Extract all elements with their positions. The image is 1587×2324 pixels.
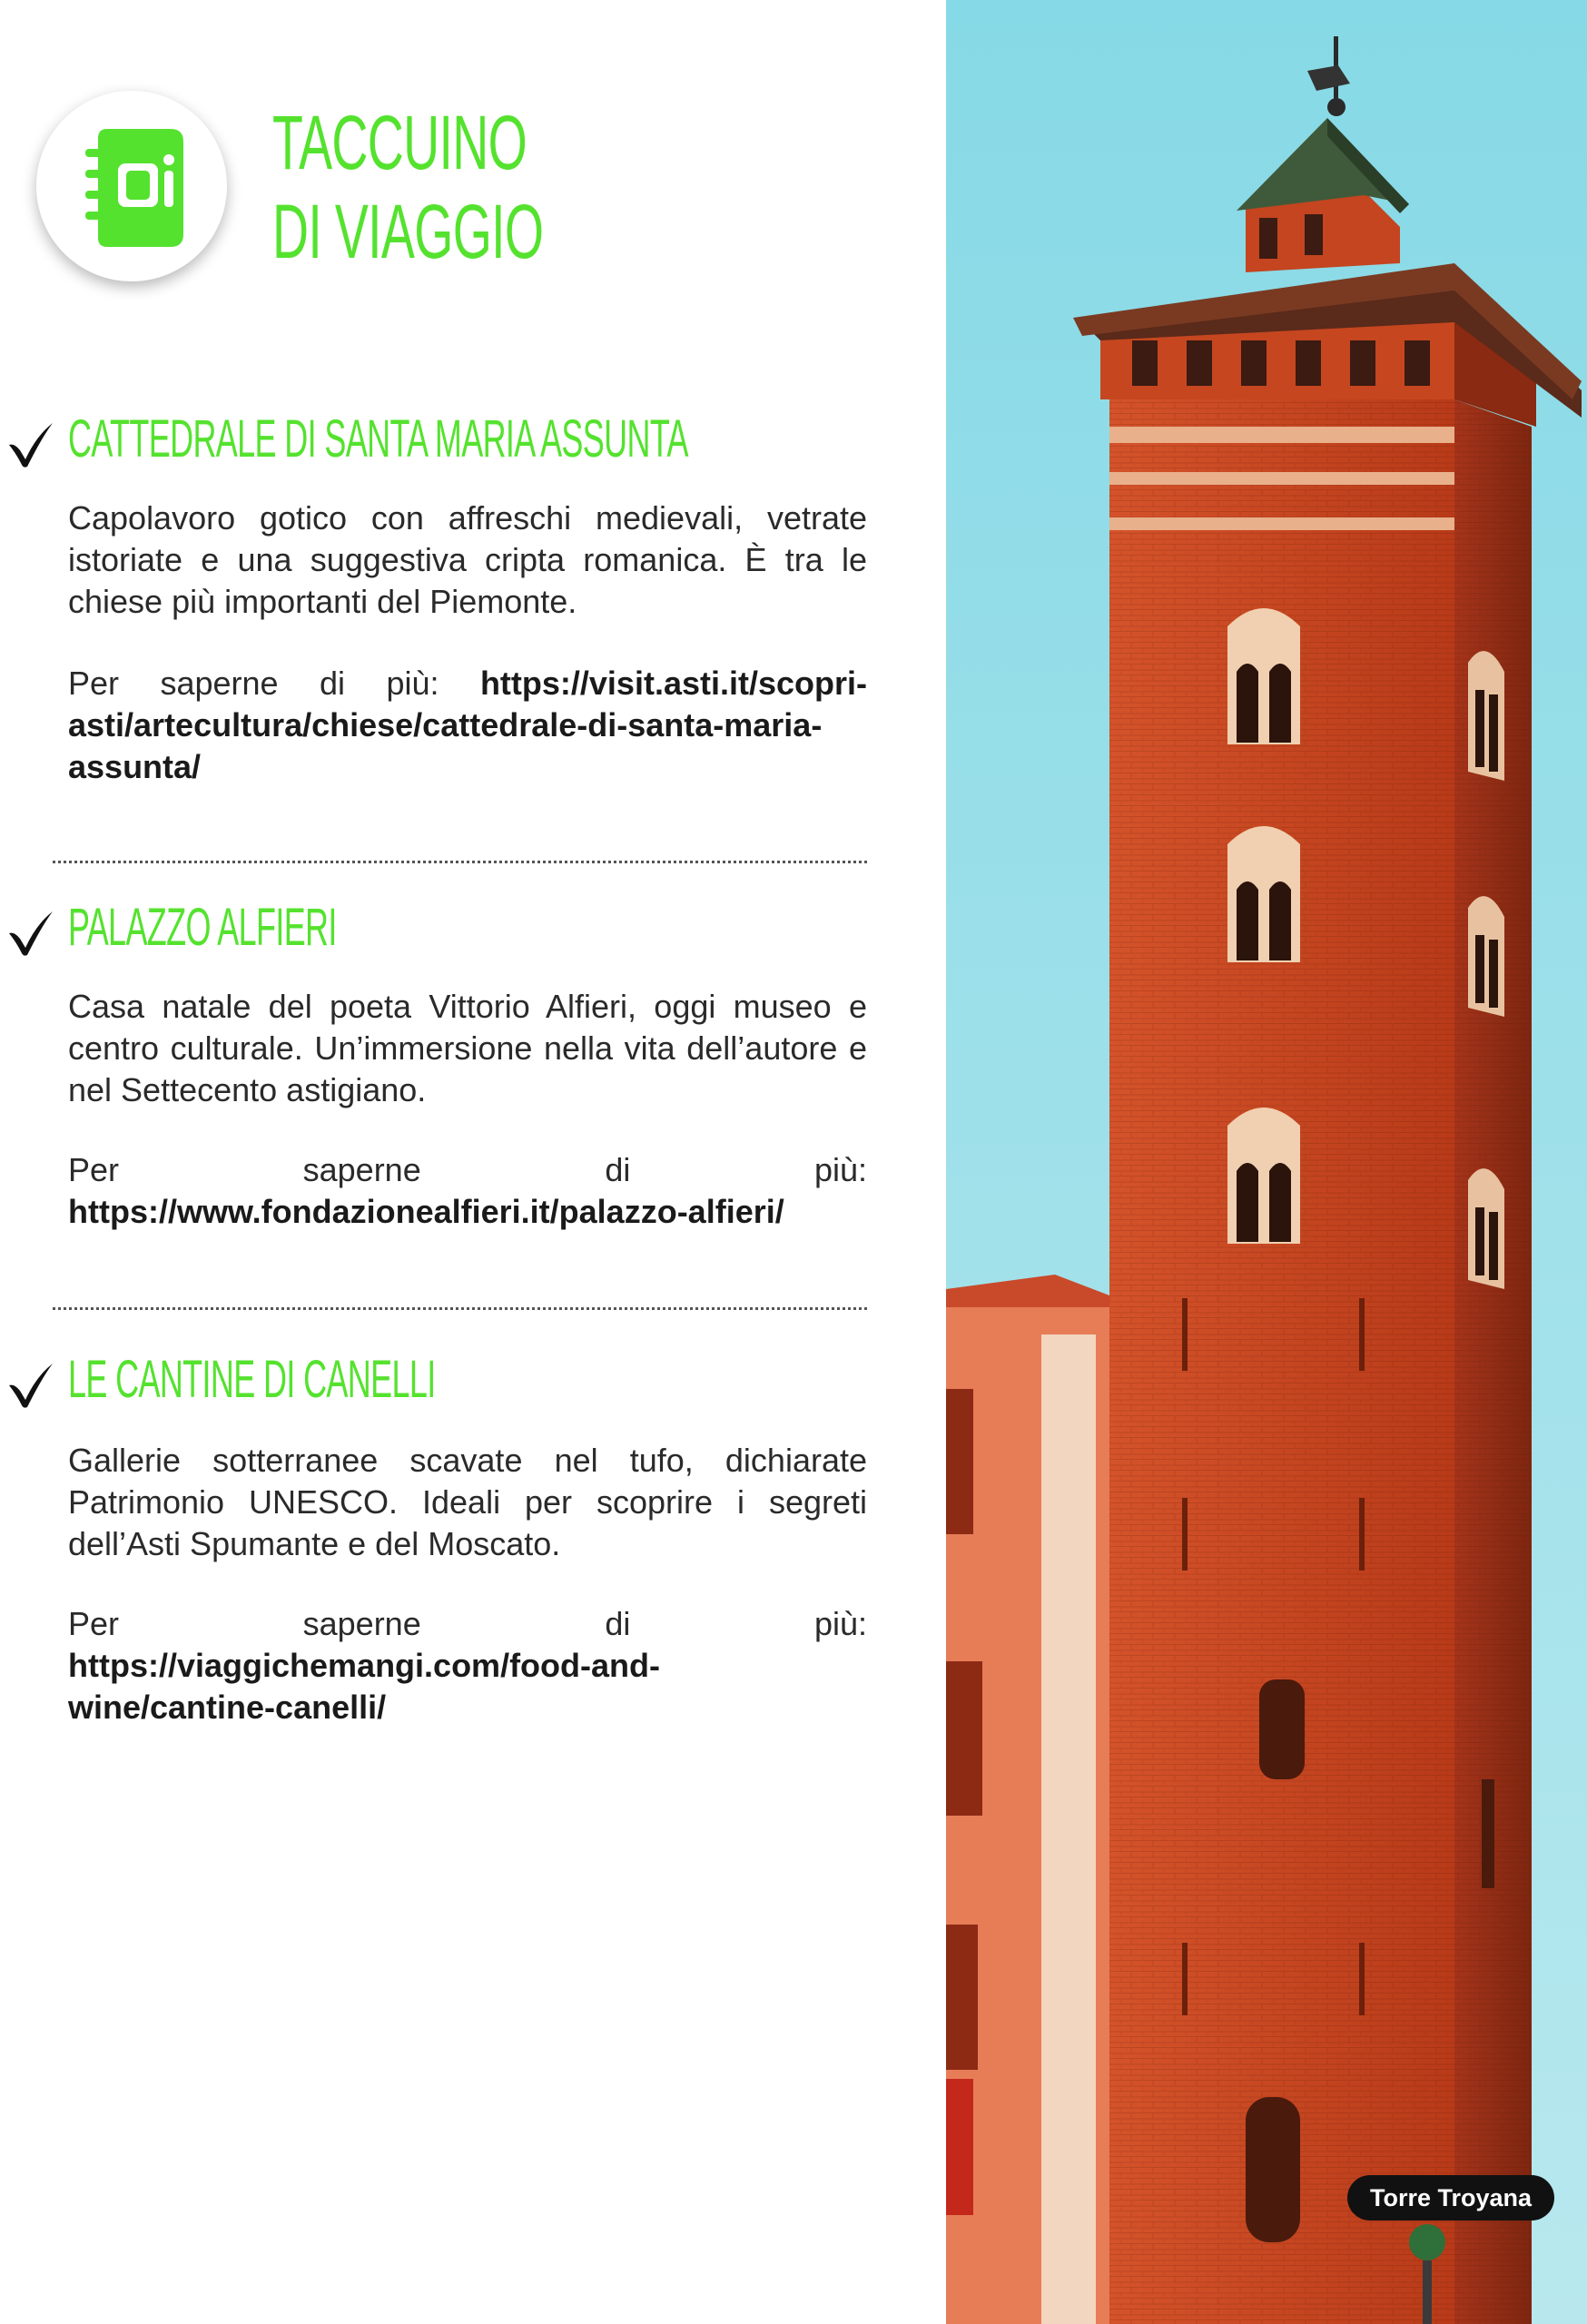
more-label: Per saperne di più:: [68, 665, 439, 702]
section-link[interactable]: https://viaggichemangi.com/food-and-wine/cantine-canelli/: [68, 1647, 661, 1726]
section-link[interactable]: https://www.fondazionealfieri.it/palazzo-alfieri/: [68, 1193, 784, 1230]
section-description: Casa natale del poeta Vittorio Alfieri, oggi museo e centro culturale. Un’immersione nella vita dell’autore e nel Settecento astigiano.: [68, 988, 867, 1108]
section-title: CATTEDRALE DI SANTA MARIA ASSUNTA: [68, 409, 688, 468]
section-more-info: [68, 1603, 867, 1728]
checkmark-icon: [5, 1358, 56, 1409]
section-more-info: [68, 663, 867, 788]
page-title-line1: TACCUINO: [272, 100, 527, 185]
divider: [53, 1307, 867, 1310]
page-title-line2: DI VIAGGIO: [272, 189, 544, 274]
page-title: [272, 98, 543, 276]
checkmark-icon: [5, 418, 56, 468]
logo-badge: [36, 91, 227, 281]
section-link[interactable]: https://visit.asti.it/scopri-asti/artecultura/chiese/cattedrale-di-santa-maria-assunta/: [68, 665, 867, 785]
section-title: PALAZZO ALFIERI: [68, 898, 337, 957]
section-description: Gallerie sotterranee scavate nel tufo, dichiarate Patrimonio UNESCO. Ideali per scoprire i segreti dell’Asti Spumante e del Moscato.: [68, 1442, 867, 1562]
section-description: Capolavoro gotico con affreschi medievali, vetrate istoriate e una suggestiva cripta romanica. È tra le chiese più importanti del Piemonte.: [68, 499, 867, 620]
checkmark-icon: [5, 906, 56, 957]
section-title: LE CANTINE DI CANELLI: [68, 1350, 436, 1409]
notebook-info-icon: [62, 113, 198, 258]
divider: [53, 861, 867, 863]
more-label: Per saperne di più:: [68, 1605, 867, 1642]
photo-caption: Torre Troyana: [1347, 2175, 1554, 2221]
more-label: Per saperne di più:: [68, 1151, 867, 1188]
tower-photo: [946, 0, 1587, 2324]
section-more-info: [68, 1149, 867, 1233]
